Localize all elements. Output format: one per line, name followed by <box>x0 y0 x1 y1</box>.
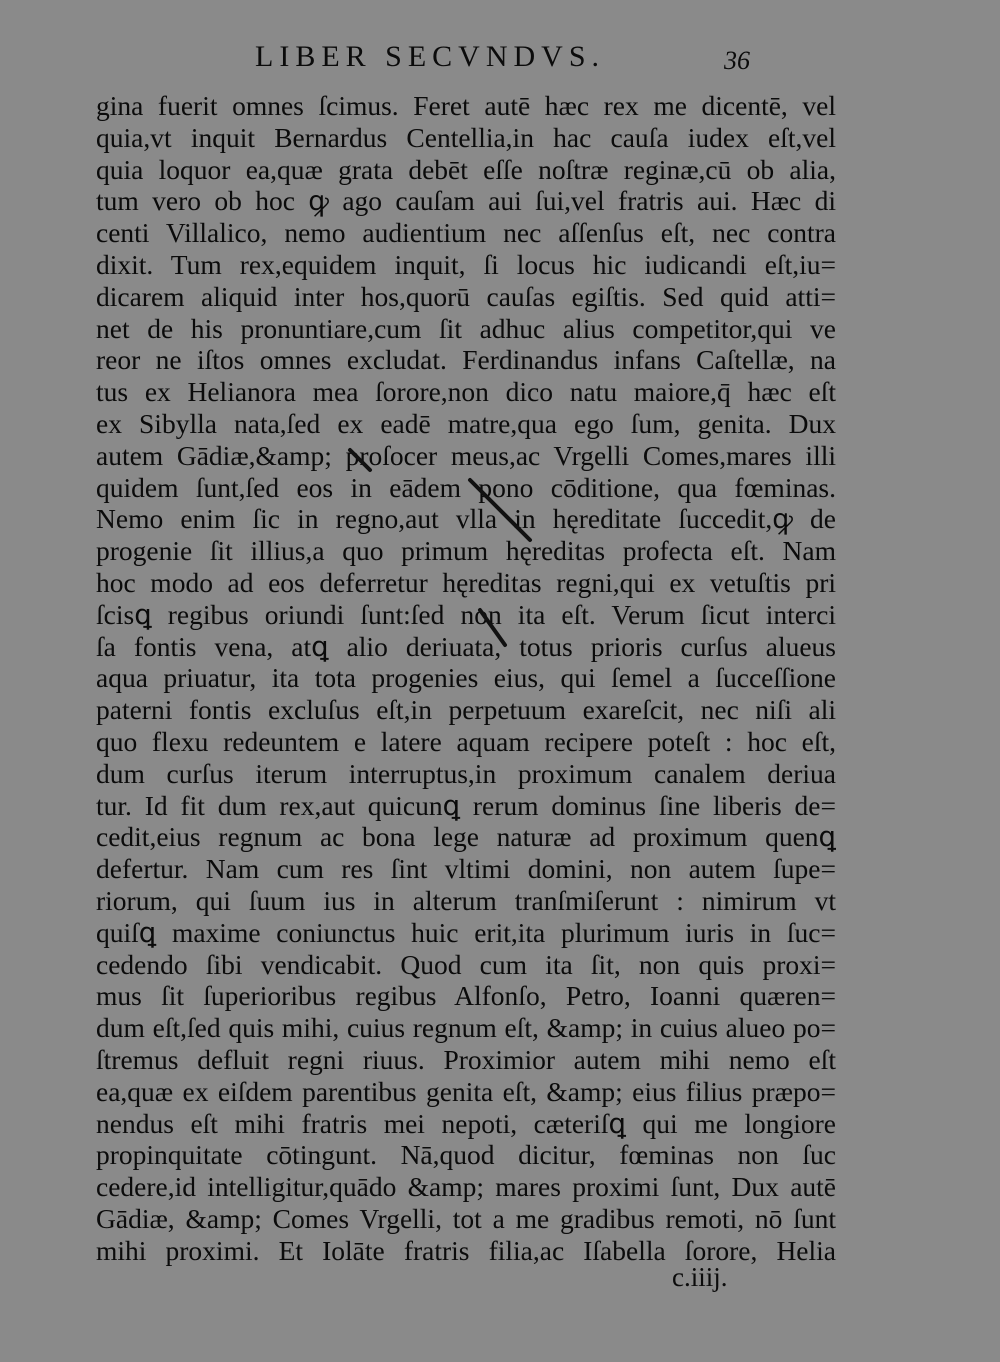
text-line: tus ex Helianora mea ſorore,non dico natu maiore,q̄ hæc eſt <box>96 376 836 408</box>
text-line: ex Sibylla nata,ſed ex eadē matre,qua ego ſum, genita. Dux <box>96 407 836 439</box>
text-line: dixit. Tum rex,equidem inquit, ſi locus hic iudicandi eſt,iu= <box>96 248 836 280</box>
text-line: mus ſit ſuperioribus regibus Alfonſo, Petro, Ioanni quæren= <box>96 980 836 1012</box>
text-line: defertur. Nam cum res ſint vltimi domini, non autem ſupe= <box>96 853 836 885</box>
text-line: aqua priuatur, ita tota progenies eius, qui ſemel a ſucceſſione <box>96 662 836 694</box>
text-line: propinquitate cōtingunt. Nā,quod dicitur, fœminas non ſuc <box>96 1139 836 1171</box>
text-line: tum vero ob hoc ꝙ ago cauſam aui ſui,vel fratris aui. Hæc di <box>96 185 836 217</box>
text-line: quo flexu redeuntem e latere aquam recipere poteſt : hoc eſt, <box>96 725 836 757</box>
text-line: ſcisꝗ regibus oriundi ſunt:ſed non ita eſt. Verum ſicut interci <box>96 598 836 630</box>
text-line: Gādiæ, &amp; Comes Vrgelli, tot a me gradibus remoti, nō ſunt <box>96 1202 836 1234</box>
folio-number: 36 <box>724 46 750 75</box>
text-line: quidem ſunt,ſed eos in eādem pono cōditione, qua fœminas. <box>96 471 836 503</box>
text-line: quia,vt inquit Bernardus Centellia,in hac cauſa iudex eſt,vel <box>96 121 836 153</box>
text-line: centi Villalico, nemo audientium nec aſſenſus eſt, nec contra <box>96 217 836 249</box>
text-line: gina fuerit omnes ſcimus. Feret autē hæc rex me dicentē, vel <box>96 90 836 121</box>
text-line: dicarem aliquid inter hos,quorū cauſas egiſtis. Sed quid atti= <box>96 280 836 312</box>
text-line: ſa fontis vena, atꝗ alio deriuata, totus prioris curſus alueus <box>96 630 836 662</box>
text-line: cedit,eius regnum ac bona lege naturæ ad proximum quenꝗ <box>96 821 836 853</box>
ink-stroke-mark <box>330 440 550 700</box>
text-line: ſtremus defluit regni riuus. Proximior autem mihi nemo eſt <box>96 1043 836 1075</box>
text-line: autem Gādiæ,&amp; proſocer meus,ac Vrgelli Comes,mares illi <box>96 439 836 471</box>
text-line: riorum, qui ſuum ius in alterum tranſmiſerunt : nimirum vt <box>96 884 836 916</box>
text-line: cedere,id intelligitur,quādo &amp; mares proximi ſunt, Dux autē <box>96 1171 836 1203</box>
text-line: net de his pronuntiare,cum ſit adhuc alius competitor,qui ve <box>96 312 836 344</box>
text-line: ea,quæ ex eiſdem parentibus genita eſt, &amp; eius filius præpo= <box>96 1075 836 1107</box>
text-line: quia loquor ea,quæ grata debēt eſſe noſtræ reginæ,cū ob alia, <box>96 153 836 185</box>
text-line: cedendo ſibi vendicabit. Quod cum ita ſit, non quis proxi= <box>96 948 836 980</box>
text-line: paterni fontis excluſus eſt,in perpetuum exareſcit, nec niſi ali <box>96 694 836 726</box>
text-line: nendus eſt mihi fratris mei nepoti, cæteriſꝗ qui me longiore <box>96 1107 836 1139</box>
running-head: LIBER SECVNDVS. <box>255 40 606 73</box>
signature-mark: c.iiij. <box>672 1262 728 1292</box>
text-line: mihi proximi. Et Iolāte fratris filia,ac Iſabella ſorore, Helia <box>96 1234 836 1266</box>
text-line: tur. Id fit dum rex,aut quicunꝗ rerum dominus ſine liberis de= <box>96 789 836 821</box>
text-line: reor ne iſtos omnes excludat. Ferdinandus infans Caſtellæ, na <box>96 344 836 376</box>
text-line: Nemo enim ſic in regno,aut vlla in hęreditate ſuccedit,ꝙ de <box>96 503 836 535</box>
text-line: hoc modo ad eos deferretur hęreditas regni,qui ex vetuſtis pri <box>96 566 836 598</box>
text-line: dum eſt,ſed quis mihi, cuius regnum eſt, &amp; in cuius alueo po= <box>96 1012 836 1044</box>
text-line: progenie ſit illius,a quo primum hęreditas profecta eſt. Nam <box>96 535 836 567</box>
text-line: quiſꝗ maxime coniunctus huic erit,ita plurimum iuris in ſuc= <box>96 916 836 948</box>
text-line: dum curſus iterum interruptus,in proximum canalem deriua <box>96 757 836 789</box>
